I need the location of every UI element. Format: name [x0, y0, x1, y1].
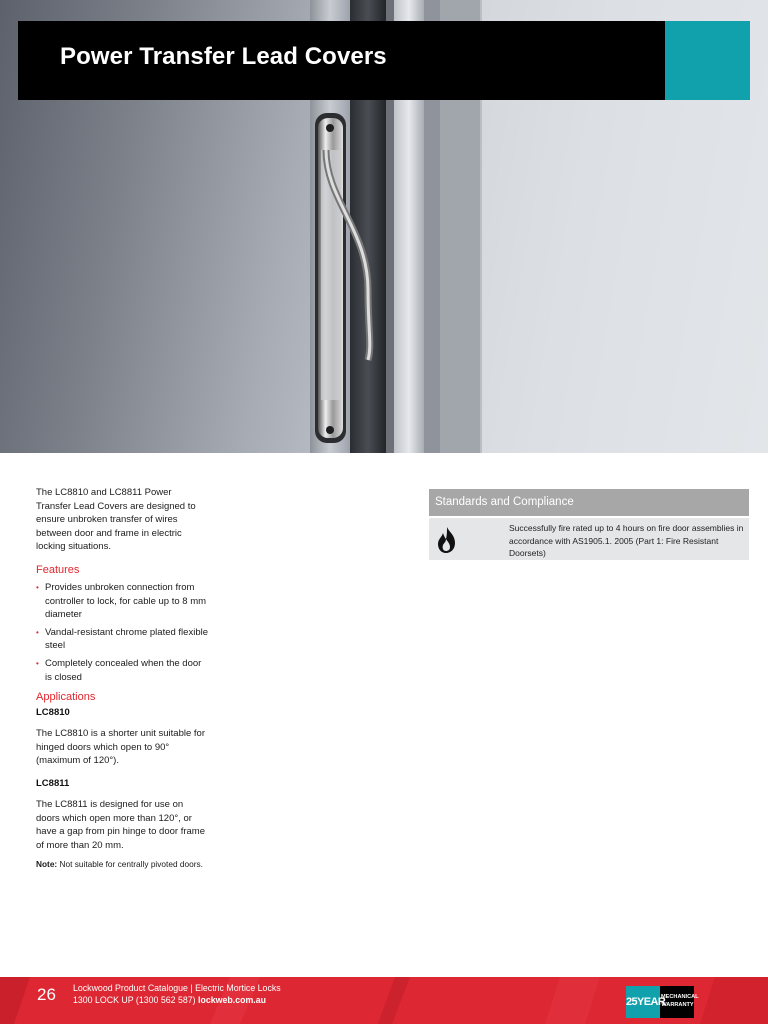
- warranty-badge: [626, 986, 699, 1018]
- warranty-label: MECHANICAL WARRANTY: [661, 994, 699, 1008]
- fire-icon: [435, 526, 459, 554]
- applications-heading: Applications: [36, 691, 96, 704]
- bullet-icon: •: [36, 627, 39, 637]
- list-item: • Completely concealed when the door is closed: [36, 657, 202, 683]
- note: [36, 859, 208, 871]
- lc8810-title: LC8810: [36, 707, 70, 719]
- bullet-icon: •: [36, 582, 39, 592]
- list-item: • Vandal-resistant chrome plated flexible steel: [36, 626, 208, 652]
- hero-photo: [0, 0, 768, 453]
- list-item: • Provides unbroken connection from controller to lock, for cable up to 8 mm diameter: [36, 581, 207, 621]
- intro-paragraph: The LC8810 and LC8811 Power Transfer Lead Covers are designed to ensure unbroken transfer of wires between door and frame in electric locking situations.: [36, 487, 196, 553]
- standards-table: [429, 489, 749, 560]
- catalogue-title: Lockwood Product Catalogue | Electric Mortice Locks: [73, 983, 281, 993]
- description-column: [36, 486, 208, 871]
- standards-text: Successfully fire rated up to 4 hours on fire door assemblies in accordance with AS1905.1. 2005 (Part 1: Fire Resistant Doorsets): [509, 523, 744, 558]
- note-label: Note:: [36, 859, 58, 870]
- lc8811-description: The LC8811 is designed for use on doors which open more than 120°, or have a gap from pin hinge to door frame of more than 20 mm.: [36, 798, 205, 851]
- warranty-years: 25YEAR: [626, 986, 660, 1018]
- contact-line: [73, 995, 266, 1006]
- page-number: 26: [37, 985, 56, 1004]
- features-list: [36, 581, 208, 684]
- website-link[interactable]: lockweb.com.au: [198, 995, 266, 1005]
- features-heading: Features: [36, 563, 80, 576]
- standards-heading: Standards and Compliance: [429, 489, 749, 516]
- title-bar: [18, 21, 665, 100]
- page-title: Power Transfer Lead Covers: [60, 43, 387, 70]
- lc8811-title: LC8811: [36, 777, 70, 789]
- accent-block: [665, 21, 750, 100]
- bullet-icon: •: [36, 658, 39, 668]
- lc8810-description: The LC8810 is a shorter unit suitable for hinged doors which open to 90° (maximum of 120°).: [36, 728, 205, 767]
- phone-number: 1300 LOCK UP (1300 562 587): [73, 995, 199, 1005]
- table-row: [429, 518, 749, 560]
- note-text: Not suitable for centrally pivoted doors.: [57, 859, 203, 870]
